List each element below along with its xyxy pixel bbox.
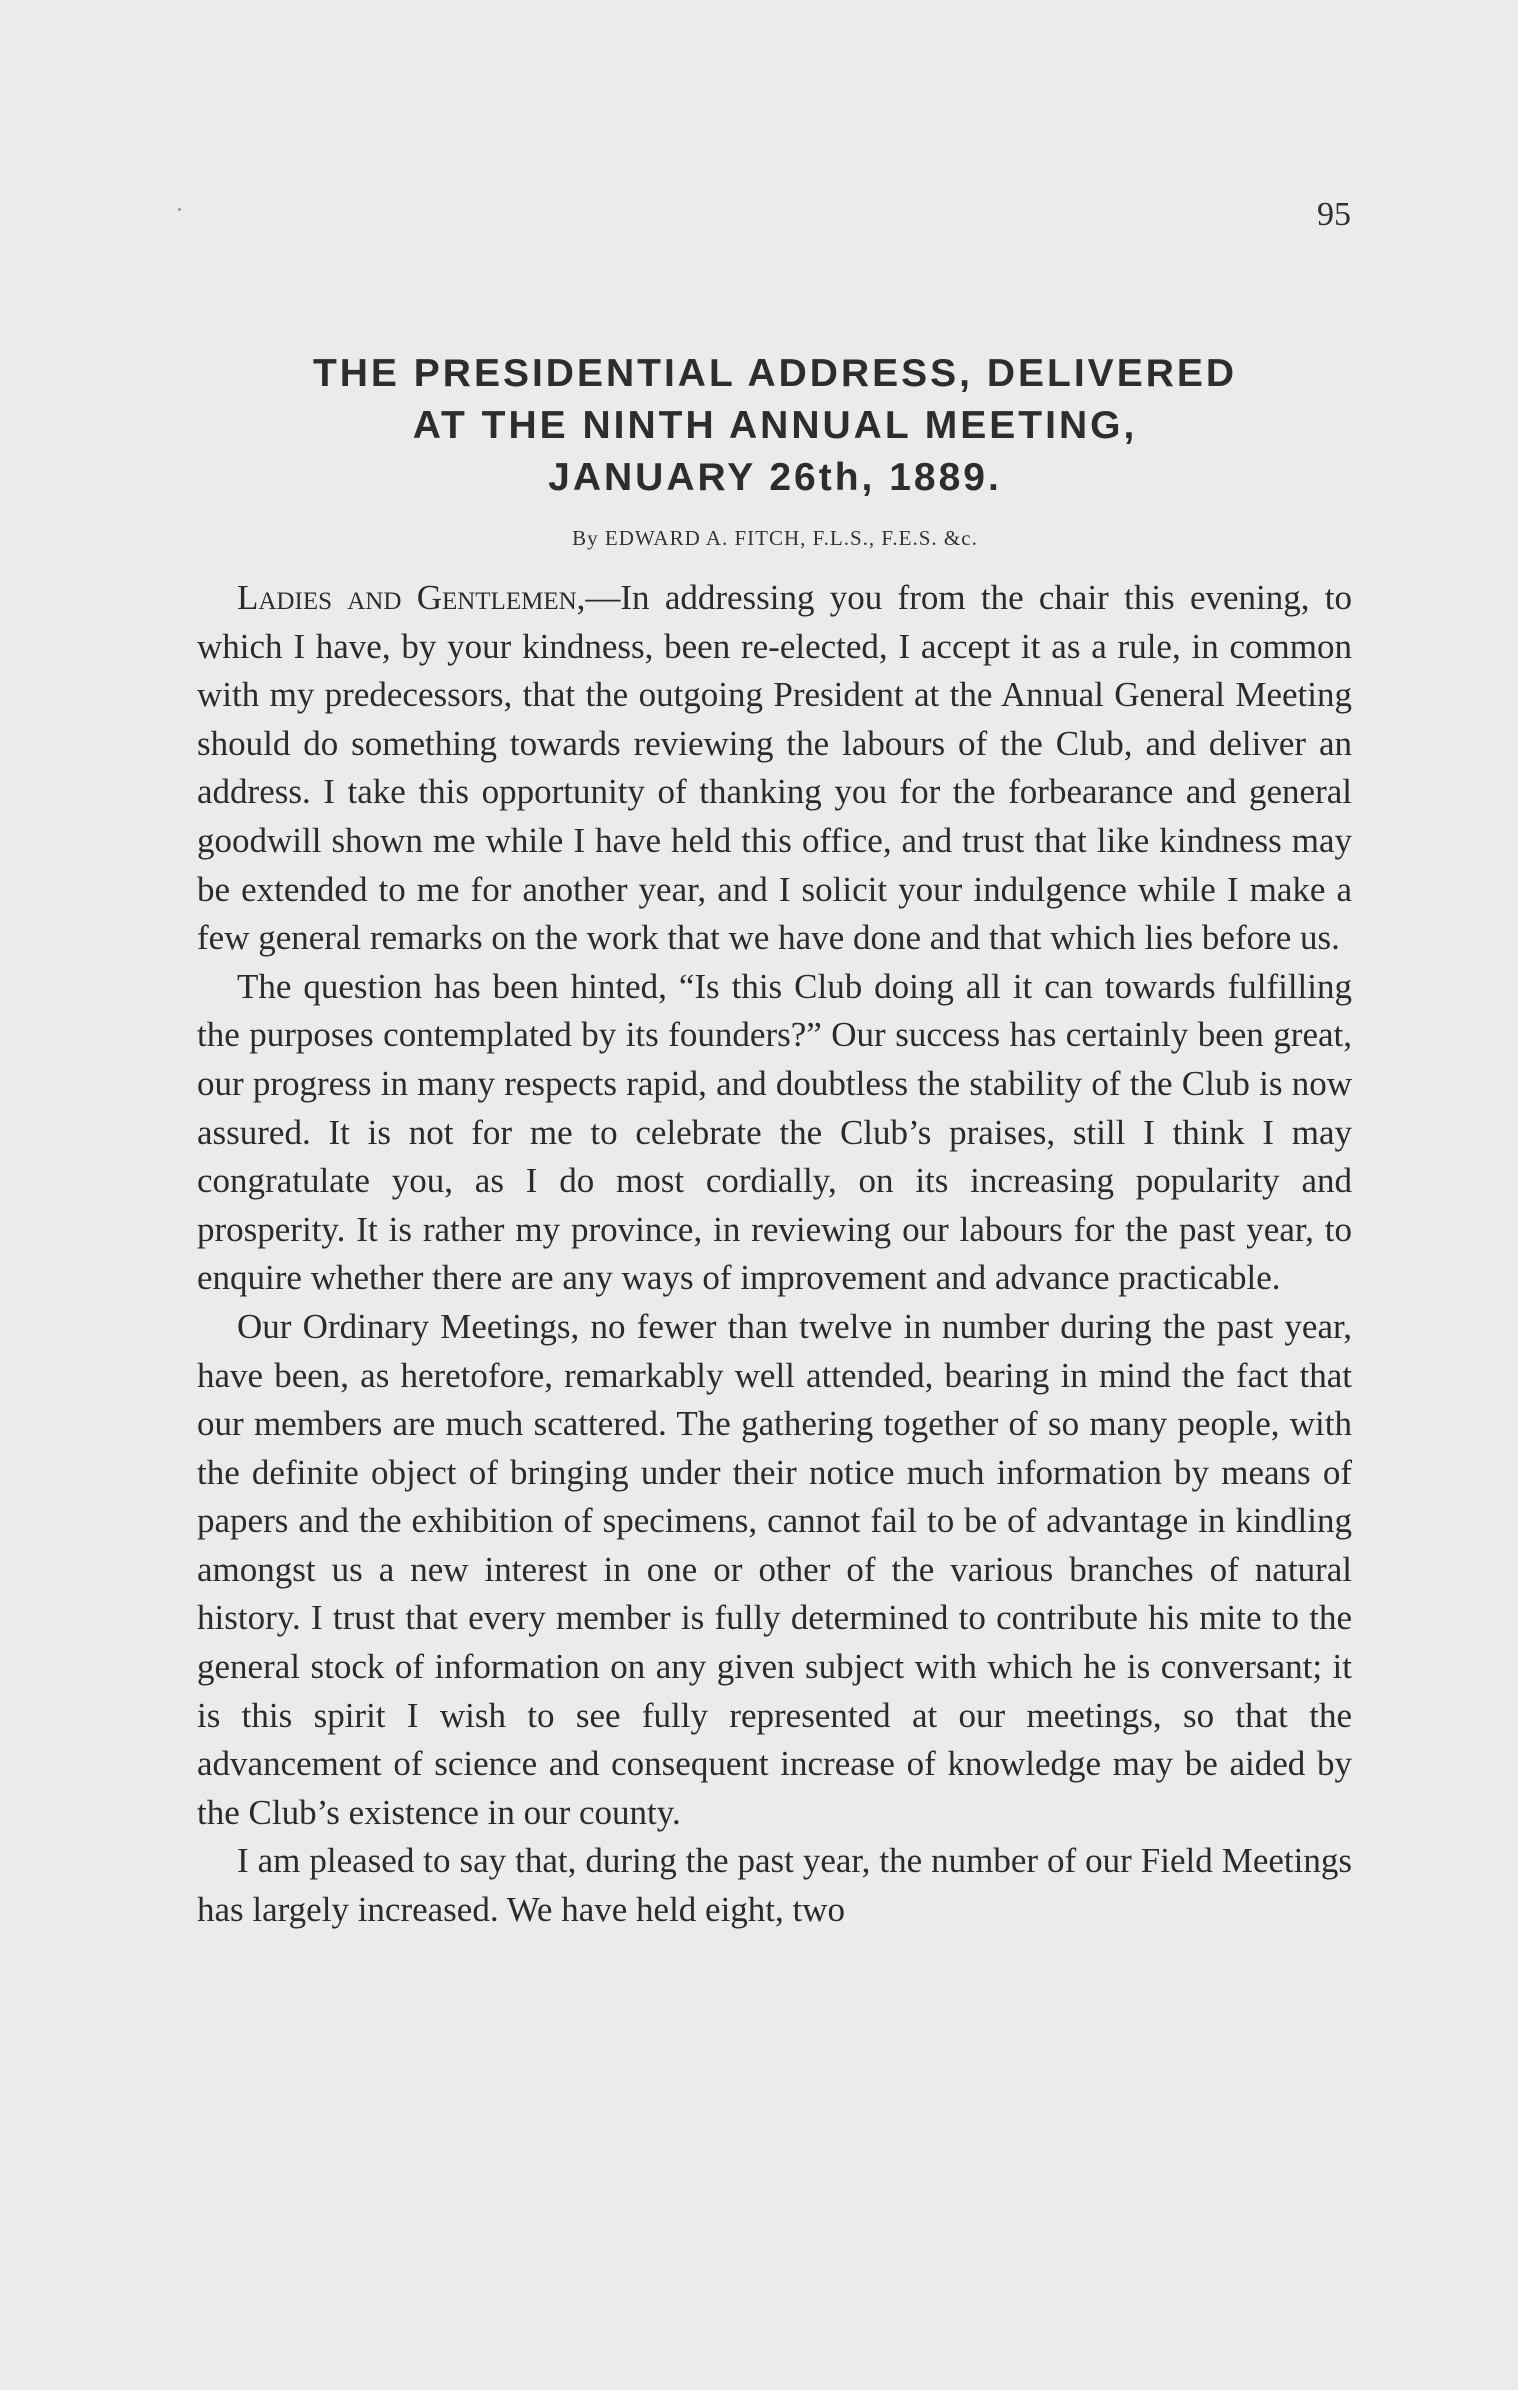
paragraph-1 (197, 574, 1352, 963)
page-number: 95 (1317, 196, 1351, 233)
paper-speck (178, 208, 181, 211)
paragraph-2: The question has been hinted, “Is this Club doing all it can towards fulfilling the purposes contemplated by its founders?” Our success has certainly been great, our progress in many respects rapid, and doubtless the stability of the Club is now assured. It is not for me to celebrate the Club’s praises, still I think I may congratulate you, as I do most cordially, on its increasing popularity and prosperity. It is rather my province, in reviewing our labours for the past year, to enquire whether there are any ways of improvement and advance practicable. (197, 966, 1352, 1298)
paragraph-1-text: —In addressing you from the chair this evening, to which I have, by your kindness, been re-elected, I accept it as a rule, in common with my predecessors, that the outgoing President at the Annual General Meeting should do something towards reviewing the labours of the Club, and deliver an address. I take this opportunity of thanking you for the forbearance and general goodwill shown me while I have held this office, and trust that like kindness may be extended to me for another year, and I solicit your indulgence while I make a few general remarks on the work that we have done and that which lies before us. (197, 578, 1352, 958)
article-title (195, 348, 1355, 504)
title-line-2: AT THE NINTH ANNUAL MEETING, (412, 404, 1138, 447)
salutation: Ladies and Gentlemen, (237, 578, 586, 617)
paragraph-4: I am pleased to say that, during the past year, the number of our Field Meetings has largely increased. We have held eight, two (197, 1841, 1352, 1930)
article-body (197, 574, 1352, 1935)
author-byline: By EDWARD A. FITCH, F.L.S., F.E.S. &c. (572, 526, 978, 550)
title-line-1: THE PRESIDENTIAL ADDRESS, DELIVERED (312, 352, 1238, 395)
title-line-3: JANUARY 26th, 1889. (548, 456, 1002, 499)
paragraph-3: Our Ordinary Meetings, no fewer than twelve in number during the past year, have been, as heretofore, remarkably well attended, bearing in mind the fact that our members are much scattered. The gathering together of so many people, with the definite object of bringing under their notice much information by means of papers and the exhibition of specimens, cannot fail to be of advantage in kindling amongst us a new interest in one or other of the various branches of natural history. I trust that every member is fully determined to contribute his mite to the general stock of information on any given subject with which he is conversant; it is this spirit I wish to see fully represented at our meetings, so that the advancement of science and consequent increase of knowledge may be aided by the Club’s existence in our county. (197, 1306, 1352, 1832)
